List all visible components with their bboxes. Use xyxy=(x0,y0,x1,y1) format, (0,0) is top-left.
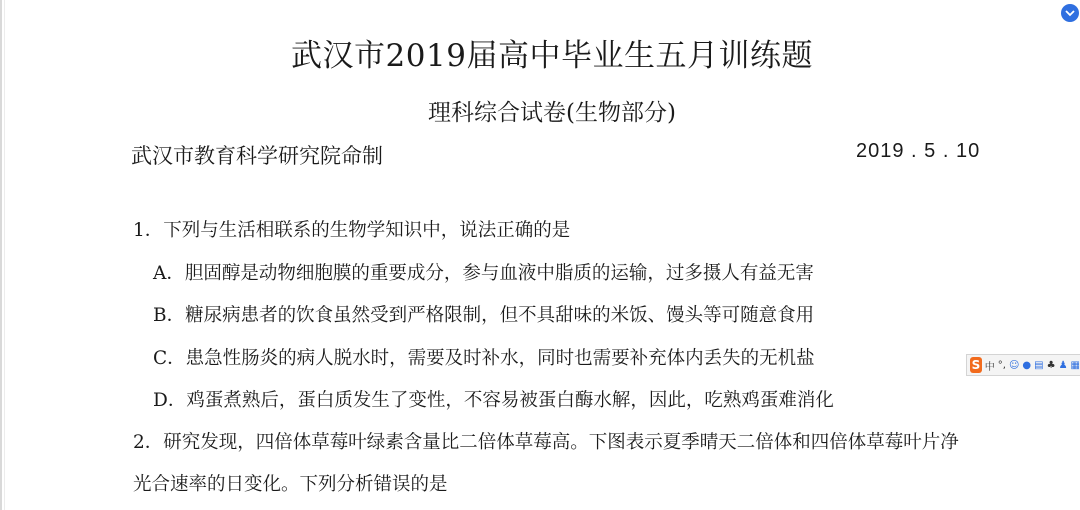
document-subtitle: 理科综合试卷(生物部分) xyxy=(428,100,676,126)
question-1-option-c: C．患急性肠炎的病人脱水时，需要及时补水，同时也需要补充体内丢失的无机盐 xyxy=(153,348,815,369)
ime-logo-icon[interactable]: S xyxy=(971,358,981,372)
chevron-down-icon xyxy=(1065,9,1075,17)
document-title: 武汉市2019届高中毕业生五月训练题 xyxy=(291,38,813,74)
issuer-line: 武汉市教育科学研究院命制 xyxy=(131,144,383,168)
question-1-option-d: D．鸡蛋煮熟后，蛋白质发生了变性，不容易被蛋白酶水解，因此，吃熟鸡蛋难消化 xyxy=(153,390,834,411)
question-1-stem: 1．下列与生活相联系的生物学知识中，说法正确的是 xyxy=(133,220,571,241)
skin-icon[interactable]: ♣ xyxy=(1046,359,1056,371)
page-border-shadow xyxy=(4,0,5,510)
page-border xyxy=(0,0,2,510)
user-icon[interactable]: ♟ xyxy=(1058,359,1068,371)
ime-toolbar[interactable] xyxy=(966,354,1080,376)
microphone-icon[interactable]: ● xyxy=(1022,359,1032,371)
question-1-option-b: B．糖尿病患者的饮食虽然受到严格限制，但不具甜味的米饭、馒头等可随意食用 xyxy=(153,305,815,326)
emoji-icon[interactable]: ☺ xyxy=(1008,359,1020,371)
keyboard-icon[interactable]: ▤ xyxy=(1034,359,1044,371)
question-2-stem-line-2: 光合速率的日变化。下列分析错误的是 xyxy=(133,474,448,495)
ime-mode-button[interactable]: 中 xyxy=(984,361,995,373)
grid-icon[interactable]: ▦ xyxy=(1070,359,1080,371)
issue-date: 2019 . 5 . 10 xyxy=(856,140,981,162)
punctuation-icon[interactable]: °, xyxy=(997,359,1006,371)
question-2-stem-line-1: 2．研究发现，四倍体草莓叶绿素含量比二倍体草莓高。下图表示夏季晴天二倍体和四倍体草莓叶片净 xyxy=(133,432,959,453)
question-1-option-a: A．胆固醇是动物细胞膜的重要成分，参与血液中脂质的运输，过多摄人有益无害 xyxy=(153,263,814,284)
chevron-toggle-button[interactable] xyxy=(1061,4,1079,22)
